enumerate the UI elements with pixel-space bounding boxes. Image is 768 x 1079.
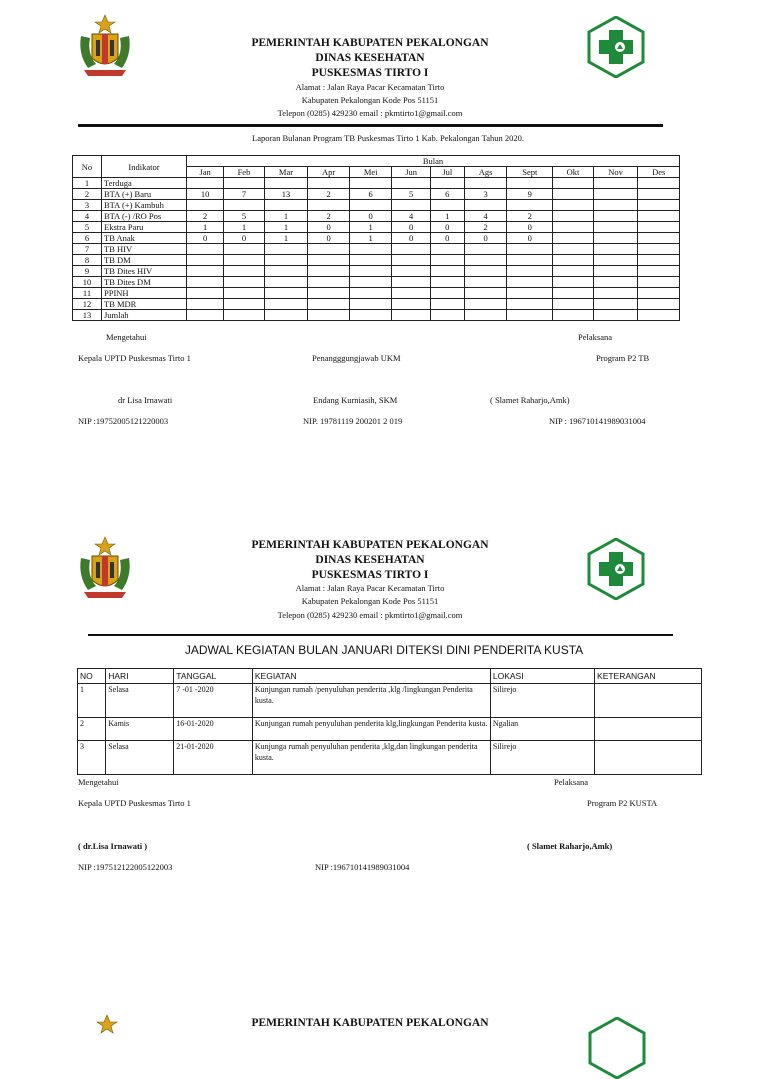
month-value	[224, 288, 264, 299]
month-value	[593, 222, 638, 233]
kusta-cell-tanggal: 21-01-2020	[174, 741, 253, 775]
col-bulan-header: Bulan	[187, 156, 680, 167]
month-value	[308, 310, 350, 321]
month-value	[224, 200, 264, 211]
header-divider	[78, 124, 663, 127]
month-value	[264, 255, 308, 266]
kusta-col-header: TANGGAL	[174, 669, 253, 684]
month-value	[264, 266, 308, 277]
kusta-col-header: NO	[78, 669, 106, 684]
month-value	[638, 233, 680, 244]
tb-report-title: Laporan Bulanan Program TB Puskesmas Tirto 1 Kab. Pekalongan Tahun 2020.	[252, 133, 525, 143]
month-value: 0	[349, 211, 392, 222]
month-value	[464, 255, 507, 266]
month-value	[507, 266, 553, 277]
header-line-1: PEMERINTAH KABUPATEN PEKALONGAN	[251, 37, 489, 49]
month-value	[308, 244, 350, 255]
month-value: 1	[264, 211, 308, 222]
month-value	[464, 200, 507, 211]
month-value	[593, 211, 638, 222]
kusta-col-header: LOKASI	[490, 669, 594, 684]
table-row	[73, 200, 680, 211]
month-value	[308, 266, 350, 277]
month-value	[593, 277, 638, 288]
row-number: 6	[73, 233, 102, 244]
month-header: Ags	[464, 167, 507, 178]
month-value	[187, 310, 224, 321]
month-value: 0	[392, 233, 430, 244]
header-line-1: PEMERINTAH KABUPATEN PEKALONGAN	[251, 539, 489, 551]
row-number: 2	[73, 189, 102, 200]
month-value	[593, 288, 638, 299]
kusta-cell-ket	[595, 684, 702, 718]
month-value: 0	[392, 222, 430, 233]
month-value	[638, 222, 680, 233]
month-value	[349, 288, 392, 299]
month-value	[593, 266, 638, 277]
month-value	[349, 178, 392, 189]
indikator-label: TB MDR	[102, 299, 187, 310]
header-divider	[88, 634, 673, 636]
month-value	[507, 178, 553, 189]
header-address-3: Telepon (0285) 429230 email : pkmtirto1@gmail.com	[277, 610, 463, 620]
kusta-pelaksana: Pelaksana	[554, 777, 588, 787]
month-value	[187, 178, 224, 189]
month-value	[430, 310, 464, 321]
tb-report-table	[72, 155, 680, 321]
month-value: 13	[264, 189, 308, 200]
month-value: 0	[308, 222, 350, 233]
indikator-label: PPINH	[102, 288, 187, 299]
indikator-label: Jumlah	[102, 310, 187, 321]
indikator-label: Terduga	[102, 178, 187, 189]
month-header: Okt	[553, 167, 593, 178]
col-no-header: No	[73, 156, 102, 178]
puskesmas-cross-logo-icon	[587, 538, 645, 600]
indikator-label: BTA (+) Baru	[102, 189, 187, 200]
indikator-label: TB HIV	[102, 244, 187, 255]
month-value	[638, 299, 680, 310]
month-value: 0	[507, 222, 553, 233]
month-value: 0	[430, 222, 464, 233]
table-row	[73, 244, 680, 255]
month-value	[430, 277, 464, 288]
month-value	[430, 200, 464, 211]
month-header: Feb	[224, 167, 264, 178]
month-value	[224, 244, 264, 255]
month-header: Jun	[392, 167, 430, 178]
month-value: 1	[430, 211, 464, 222]
month-value	[308, 200, 350, 211]
kusta-cell-kegiatan: Kunjunga rumah penyuluhan penderita ,klg,dan lingkungan penderita kusta.	[252, 741, 490, 775]
row-number: 5	[73, 222, 102, 233]
month-value	[553, 211, 593, 222]
month-header: Nov	[593, 167, 638, 178]
tb-signer-2: Endang Kurniasih, SKM	[313, 395, 398, 405]
month-value	[507, 288, 553, 299]
month-value	[308, 255, 350, 266]
month-header: Des	[638, 167, 680, 178]
month-value	[553, 189, 593, 200]
month-value	[187, 299, 224, 310]
header-address-1: Alamat : Jalan Raya Pacar Kecamatan Tirto	[295, 82, 445, 92]
month-value: 1	[264, 222, 308, 233]
month-value	[638, 211, 680, 222]
month-value	[430, 299, 464, 310]
table-row	[73, 178, 680, 189]
month-value	[593, 299, 638, 310]
month-value	[553, 310, 593, 321]
tb-program: Program P2 TB	[596, 353, 650, 363]
header-address-2: Kabupaten Pekalongan Kode Pos 51151	[301, 95, 439, 105]
month-value: 4	[464, 211, 507, 222]
month-value	[507, 244, 553, 255]
col-indikator-header: Indikator	[102, 156, 187, 178]
kusta-program: Program P2 KUSTA	[587, 798, 658, 808]
kusta-cell-no: 2	[78, 718, 106, 741]
header-line-2: DINAS KESEHATAN	[315, 554, 425, 566]
kusta-title: JADWAL KEGIATAN BULAN JANUARI DITEKSI DINI PENDERITA KUSTA	[184, 643, 584, 657]
month-header: Mar	[264, 167, 308, 178]
indikator-label: BTA (+) Kambuh	[102, 200, 187, 211]
header-address-2: Kabupaten Pekalongan Kode Pos 51151	[301, 596, 439, 606]
tb-pelaksana: Pelaksana	[578, 332, 612, 342]
tb-nip-1: NIP :19752005121220003	[78, 416, 169, 426]
month-value: 4	[392, 211, 430, 222]
month-value	[638, 310, 680, 321]
month-header: Jul	[430, 167, 464, 178]
month-value	[264, 178, 308, 189]
month-value	[349, 200, 392, 211]
row-number: 10	[73, 277, 102, 288]
month-value	[593, 255, 638, 266]
month-value	[187, 277, 224, 288]
tb-kepala: Kepala UPTD Puskesmas Tirto 1	[78, 353, 191, 363]
kusta-col-header: KEGIATAN	[252, 669, 490, 684]
kusta-cell-ket	[595, 741, 702, 775]
kusta-nip-2: NIP :196710141989031004	[315, 862, 410, 872]
month-value	[507, 277, 553, 288]
table-row	[78, 741, 702, 775]
month-value	[224, 310, 264, 321]
month-value	[264, 310, 308, 321]
table-row	[73, 211, 680, 222]
indikator-label: BTA (-) /RO Pos	[102, 211, 187, 222]
month-value	[430, 244, 464, 255]
month-value	[264, 288, 308, 299]
kusta-cell-hari: Selasa	[106, 741, 174, 775]
row-number: 9	[73, 266, 102, 277]
kusta-cell-tanggal: 16-01-2020	[174, 718, 253, 741]
tb-signer-1: dr Lisa Irnawati	[118, 395, 173, 405]
month-value	[553, 200, 593, 211]
kusta-cell-kegiatan: Kunjungan rumah /penyuluhan penderita ,klg /lingkungan Penderita kusta.	[252, 684, 490, 718]
kusta-nip-1: NIP :197512122005122003	[78, 862, 173, 872]
month-value: 5	[224, 211, 264, 222]
month-value	[224, 255, 264, 266]
table-row	[73, 255, 680, 266]
month-value	[392, 288, 430, 299]
month-value: 1	[187, 222, 224, 233]
month-value: 9	[507, 189, 553, 200]
month-value	[349, 255, 392, 266]
month-value	[593, 189, 638, 200]
kusta-cell-hari: Selasa	[106, 684, 174, 718]
month-value	[392, 310, 430, 321]
month-value	[187, 244, 224, 255]
puskesmas-cross-logo-icon	[587, 16, 645, 78]
month-value	[224, 266, 264, 277]
kusta-signer-1: ( dr.Lisa Irnawati )	[78, 841, 148, 851]
month-value	[464, 310, 507, 321]
tb-nip-2: NIP. 19781119 200201 2 019	[303, 416, 403, 426]
table-row	[73, 222, 680, 233]
month-value	[553, 299, 593, 310]
month-value	[638, 288, 680, 299]
month-value: 6	[430, 189, 464, 200]
month-value: 2	[507, 211, 553, 222]
month-value	[464, 288, 507, 299]
tb-nip-3: NIP : 196710141989031004	[549, 416, 646, 426]
month-value	[392, 277, 430, 288]
month-value	[392, 255, 430, 266]
row-number: 4	[73, 211, 102, 222]
kusta-signer-2: ( Slamet Raharjo,Amk)	[527, 841, 613, 851]
month-value	[553, 222, 593, 233]
month-value	[553, 233, 593, 244]
month-value	[264, 299, 308, 310]
month-value	[553, 277, 593, 288]
table-row	[73, 310, 680, 321]
month-value	[308, 178, 350, 189]
indikator-label: TB Dites DM	[102, 277, 187, 288]
table-row	[73, 266, 680, 277]
month-value: 0	[507, 233, 553, 244]
row-number: 1	[73, 178, 102, 189]
month-header: Jan	[187, 167, 224, 178]
month-value	[224, 277, 264, 288]
month-value	[553, 288, 593, 299]
tb-mengetahui: Mengetahui	[106, 332, 147, 342]
month-value: 5	[392, 189, 430, 200]
month-value	[349, 266, 392, 277]
month-value	[593, 178, 638, 189]
month-value	[308, 288, 350, 299]
month-value	[638, 200, 680, 211]
month-value: 1	[224, 222, 264, 233]
kusta-cell-tanggal: 7 -01 -2020	[174, 684, 253, 718]
month-value: 2	[308, 189, 350, 200]
table-row	[73, 277, 680, 288]
month-value	[553, 266, 593, 277]
kusta-cell-hari: Kamis	[106, 718, 174, 741]
kusta-cell-ket	[595, 718, 702, 741]
month-value	[464, 266, 507, 277]
month-value	[553, 255, 593, 266]
table-row	[73, 288, 680, 299]
table-row	[73, 189, 680, 200]
month-value: 1	[349, 233, 392, 244]
month-value	[187, 200, 224, 211]
table-row	[78, 718, 702, 741]
indikator-label: Ekstra Paru	[102, 222, 187, 233]
month-value: 6	[349, 189, 392, 200]
row-number: 3	[73, 200, 102, 211]
month-value	[392, 178, 430, 189]
month-value: 2	[308, 211, 350, 222]
month-value	[638, 244, 680, 255]
kusta-cell-lokasi: Silirejo	[490, 741, 594, 775]
month-value	[593, 233, 638, 244]
month-value	[308, 277, 350, 288]
month-value	[187, 288, 224, 299]
month-value	[464, 299, 507, 310]
month-value	[264, 277, 308, 288]
month-value: 2	[187, 211, 224, 222]
month-value: 1	[349, 222, 392, 233]
month-header: Mei	[349, 167, 392, 178]
month-value	[593, 200, 638, 211]
month-value	[507, 299, 553, 310]
month-value	[308, 299, 350, 310]
month-value	[392, 299, 430, 310]
indikator-label: TB DM	[102, 255, 187, 266]
month-value	[464, 244, 507, 255]
month-value	[224, 299, 264, 310]
month-value: 0	[224, 233, 264, 244]
kusta-kepala: Kepala UPTD Puskesmas Tirto 1	[78, 798, 191, 808]
month-value	[464, 178, 507, 189]
kabupaten-crest-icon	[78, 14, 132, 78]
table-row	[78, 684, 702, 718]
month-value: 2	[464, 222, 507, 233]
header-line-1-partial: PEMERINTAH KABUPATEN PEKALONGAN	[251, 1017, 489, 1029]
header-line-2: DINAS KESEHATAN	[315, 52, 425, 64]
month-value	[430, 178, 464, 189]
month-value: 10	[187, 189, 224, 200]
month-header: Sept	[507, 167, 553, 178]
header-address-1: Alamat : Jalan Raya Pacar Kecamatan Tirto	[295, 583, 445, 593]
table-row	[73, 299, 680, 310]
month-header: Apr	[308, 167, 350, 178]
header-line-3: PUSKESMAS TIRTO I	[311, 569, 429, 581]
month-value	[593, 310, 638, 321]
tb-penanggung: Penangggungjawab UKM	[312, 353, 401, 363]
month-value	[638, 277, 680, 288]
month-value: 1	[264, 233, 308, 244]
month-value	[264, 200, 308, 211]
kusta-col-header: HARI	[106, 669, 174, 684]
month-value	[224, 178, 264, 189]
month-value	[392, 244, 430, 255]
row-number: 8	[73, 255, 102, 266]
month-value: 0	[464, 233, 507, 244]
month-value	[349, 310, 392, 321]
puskesmas-cross-logo-icon	[588, 1017, 646, 1079]
month-value	[430, 266, 464, 277]
month-value: 3	[464, 189, 507, 200]
kusta-cell-no: 3	[78, 741, 106, 775]
month-value	[638, 255, 680, 266]
row-number: 13	[73, 310, 102, 321]
month-value	[593, 244, 638, 255]
month-value	[638, 178, 680, 189]
kusta-schedule-table	[77, 668, 702, 775]
row-number: 12	[73, 299, 102, 310]
month-value	[638, 189, 680, 200]
month-value	[349, 299, 392, 310]
month-value	[264, 244, 308, 255]
month-value	[392, 266, 430, 277]
month-value	[430, 255, 464, 266]
kusta-cell-no: 1	[78, 684, 106, 718]
row-number: 11	[73, 288, 102, 299]
month-value	[349, 277, 392, 288]
month-value	[507, 310, 553, 321]
month-value	[553, 178, 593, 189]
month-value	[349, 244, 392, 255]
month-value	[638, 266, 680, 277]
month-value: 7	[224, 189, 264, 200]
month-value	[507, 255, 553, 266]
kusta-col-header: KETERANGAN	[595, 669, 702, 684]
kabupaten-crest-icon	[78, 536, 132, 600]
month-value	[392, 200, 430, 211]
tb-signer-3: ( Slamet Raharjo,Amk)	[490, 395, 570, 405]
indikator-label: TB Anak	[102, 233, 187, 244]
header-line-3: PUSKESMAS TIRTO I	[311, 67, 429, 79]
indikator-label: TB Dites HIV	[102, 266, 187, 277]
month-value	[507, 200, 553, 211]
row-number: 7	[73, 244, 102, 255]
month-value	[430, 288, 464, 299]
table-row	[73, 233, 680, 244]
kusta-cell-kegiatan: Kunjungan rumah penyuluhan penderita klg,lingkungan Penderita kusta.	[252, 718, 490, 741]
month-value	[553, 244, 593, 255]
header-address-3: Telepon (0285) 429230 email : pkmtirto1@gmail.com	[277, 108, 463, 118]
month-value: 0	[187, 233, 224, 244]
month-value	[187, 266, 224, 277]
month-value: 0	[430, 233, 464, 244]
kusta-cell-lokasi: Silirejo	[490, 684, 594, 718]
kusta-mengetahui: Mengetahui	[78, 777, 119, 787]
month-value	[464, 277, 507, 288]
month-value	[187, 255, 224, 266]
month-value: 0	[308, 233, 350, 244]
kusta-cell-lokasi: Ngalian	[490, 718, 594, 741]
